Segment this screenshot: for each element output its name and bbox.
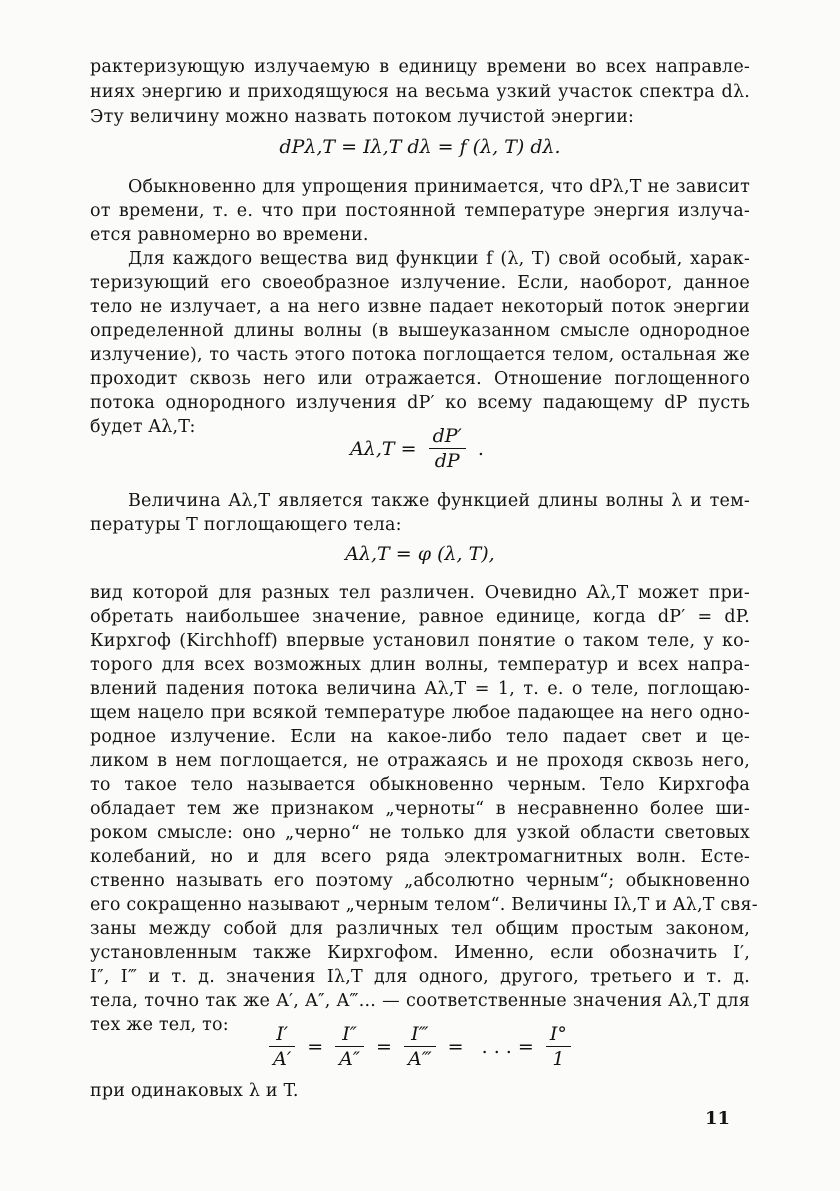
text-line: тех же тел, то: [90,1015,229,1035]
formula-lhs: Aλ,T = [350,437,417,460]
fraction-denominator: 1 [552,1048,565,1070]
text-line: I″, I‴ и т. д. значения Iλ,T для одного, другого, третьего и т. д. [90,967,750,987]
text-line: обладает тем же признаком „черноты“ в несравненно более ши- [90,799,750,819]
formula-kirchhoff-law [90,1022,750,1071]
text-line: Эту величину можно назвать потоком лучистой энергии: [90,107,635,127]
text-line: Для каждого вещества вид функции f (λ, T) свой особый, харак- [128,249,750,269]
text-line: тело не излучает, а на него извне падает некоторый поток энергии [90,297,750,317]
fraction-numerator: I‴ [404,1022,436,1047]
fraction [269,1022,295,1071]
fraction-denominator: dP [434,450,460,472]
fraction-numerator: I′ [269,1022,295,1047]
text-line: будет Aλ,T: [90,417,196,437]
formula-period: . [477,437,484,460]
ellipsis-equals: . . . = [481,1035,534,1058]
text-line: вид которой для разных тел различен. Очевидно Aλ,T может при- [90,583,750,603]
text-line: от времени, т. е. что при постоянной температуре энергия излуча- [90,201,750,221]
text-line: ется равномерно во времени. [90,225,369,245]
formula-energy-flux: dPλ,T = Iλ,T dλ = f (λ, T) dλ. [279,136,561,158]
text-line: ниях энергию и приходящуюся на весьма узкий участок спектра dλ. [90,82,750,102]
text-line: Обыкновенно для упрощения принимается, что dPλ,T не зависит [128,177,750,197]
text-line: влений падения потока величина Aλ,T = 1, т. е. о теле, поглощаю- [90,679,750,699]
fraction [404,1022,436,1071]
text-line: установленным также Кирхгофом. Именно, если обозначить I′, [90,943,750,963]
page-number: 11 [705,1108,731,1129]
text-line: торого для всех возможных длин волны, температур и всех напра- [90,655,750,675]
text-line: ликом в нем поглощается, не отражаясь и не проходя сквозь него, [90,751,750,771]
fraction [335,1022,364,1071]
equals-sign: = [447,1035,464,1058]
text-line: проходит сквозь него или отражается. Отношение поглощенного [90,369,750,389]
text-line: родное излучение. Если на какое-либо тело падает свет и це- [90,727,750,747]
text-line: его сокращенно называют „черным телом“. Величины Iλ,T и Aλ,T свя- [90,895,758,915]
text-line: заны между собой для различных тел общим простым законом, [90,919,750,939]
formula-absorption-function: Aλ,T = φ (λ, T), [345,543,495,565]
text-line: обретать наибольшее значение, равное единице, когда dP′ = dP. [90,607,750,627]
text-line: щем нацело при всякой температуре любое падающее на него одно- [90,703,750,723]
fraction [429,424,466,473]
formula-absorption-ratio [90,424,750,473]
text-line: определенной длины волны (в вышеуказанном смысле однородное [90,321,750,341]
text-line: то такое тело называется обыкновенно черным. Тело Кирхгофа [90,775,750,795]
text-line: Кирхгоф (Kirchhoff) впервые установил понятие о таком теле, у ко- [90,631,750,651]
text-line: колебаний, но и для всего ряда электромагнитных волн. Есте- [90,847,750,867]
equals-sign: = [376,1035,392,1058]
text-line: при одинаковых λ и T. [90,1081,299,1101]
text-line: ственно называть его поэтому „абсолютно черным“; обыкновенно [90,871,750,891]
equals-sign: = [307,1035,324,1058]
fraction-denominator: A‴ [408,1048,432,1070]
fraction-denominator: A″ [339,1048,360,1070]
text-line: роком смысле: оно „черно“ не только для узкой области световых [90,823,750,843]
text-line: тела, точно так же A′, A″, A‴... — соответственные значения Aλ,T для [90,991,750,1011]
text-line: пературы T поглощающего тела: [90,515,402,535]
fraction-denominator: A′ [273,1048,292,1070]
text-line: рактеризующую излучаемую в единицу времени во всех направле- [90,57,750,77]
text-line: теризующий его своеобразное излучение. Если, наоборот, данное [90,273,750,293]
fraction [546,1022,571,1071]
text-line: потока однородного излучения dP′ ко всему падающему dP пусть [90,393,750,413]
fraction-numerator: I° [546,1022,571,1047]
text-line: Величина Aλ,T является также функцией длины волны λ и тем- [128,491,750,511]
text-line: излучение), то часть этого потока поглощается телом, остальная же [90,345,750,365]
fraction-numerator: dP′ [429,424,466,449]
fraction-numerator: I″ [335,1022,364,1047]
